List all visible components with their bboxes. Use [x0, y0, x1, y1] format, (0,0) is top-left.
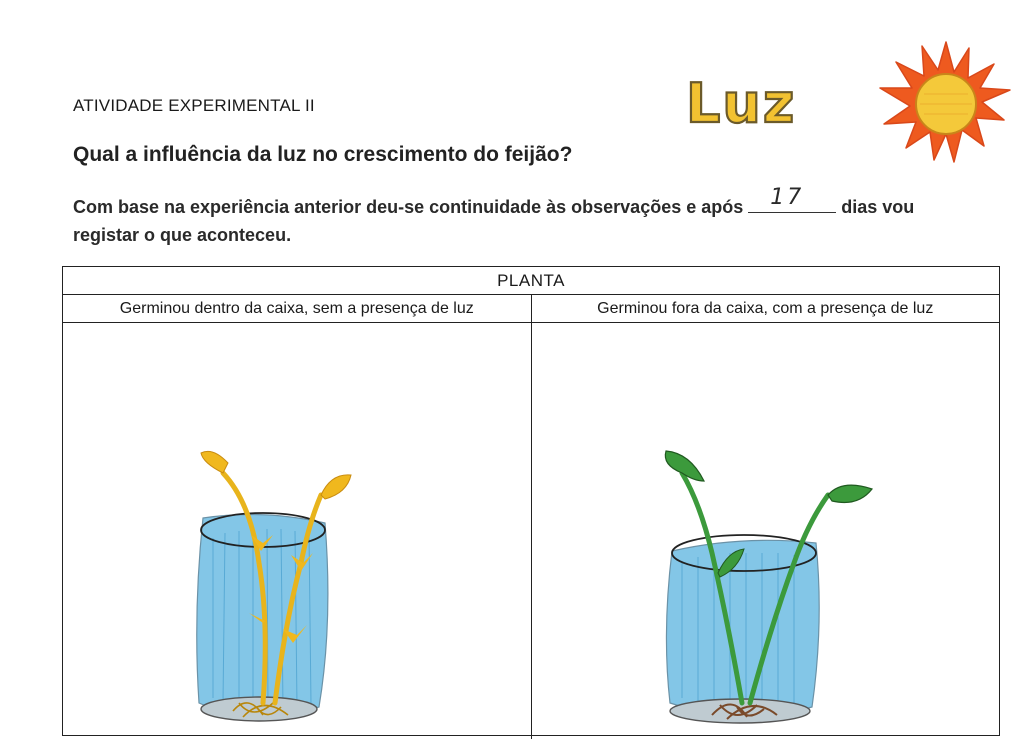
luz-title-drawing — [684, 70, 814, 134]
table-header-row — [63, 295, 999, 323]
results-table — [62, 266, 1000, 736]
luz-title-text: Luz — [686, 72, 797, 134]
column-header-with-light: Germinou fora da caixa, com a presença de luz — [597, 300, 934, 317]
instruction-part-1: Com base na experiência anterior deu-se continuidade às observações e após — [73, 197, 749, 217]
days-handwritten-value: 17 — [770, 185, 805, 210]
table-body-row — [63, 323, 999, 739]
cell-with-light — [532, 323, 1000, 739]
activity-heading: ATIVIDADE EXPERIMENTAL II — [73, 96, 315, 115]
instruction-text — [73, 185, 973, 249]
days-blank-field — [748, 185, 836, 213]
table-title: PLANTA — [63, 267, 999, 295]
green-sprout-cup-icon — [532, 323, 1000, 739]
cell-no-light — [63, 323, 532, 739]
instruction-part-2: dias vou registar o que aconteceu. — [73, 197, 915, 245]
sun-drawing-icon — [876, 38, 1016, 173]
yellow-sprout-cup-icon — [63, 323, 531, 739]
column-header-no-light: Germinou dentro da caixa, sem a presença de luz — [63, 295, 532, 322]
question-title: Qual a influência da luz no crescimento do feijão? — [73, 143, 573, 166]
